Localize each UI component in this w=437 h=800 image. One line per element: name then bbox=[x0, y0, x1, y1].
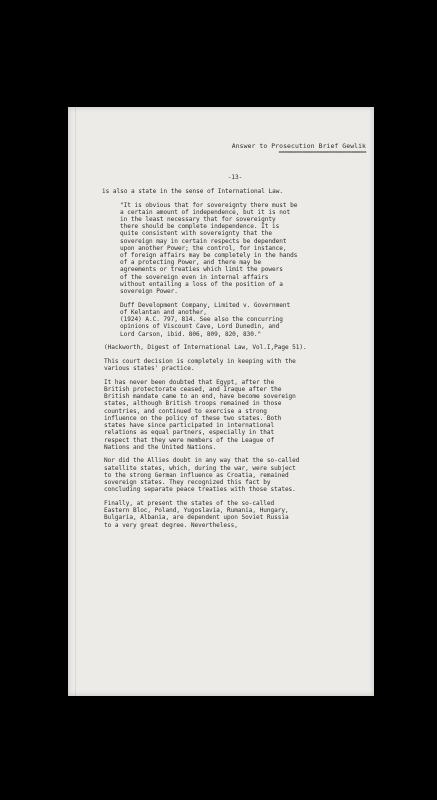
paragraph-egypt-iraq: It has never been doubted that Egypt, after the British protectorate ceased, and Iraque after the British mandate came to an end, have become sovereign states, although British troops remained in those countries, and continued to exercise a strong influence on the policy of these two states. Both states have since participated in international relations as equal partners, especially in that respect that they were members of the League of Nations and the United Nations. bbox=[104, 378, 296, 451]
document-header: Answer to Prosecution Brief Gewlik bbox=[231, 142, 366, 150]
paragraph-court-decision: This court decision is completely in keeping with the various states' practice. bbox=[104, 357, 296, 373]
paragraph-eastern-bloc: Finally, at present the states of the so-called Eastern Bloc, Poland, Yugoslavia, Rumania, Hungary, Bulgaria, Albania, are dependent upon Soviet Russia to a very great degree. Nevertheless, bbox=[104, 499, 289, 529]
paragraph-satellite-states: Nor did the Allies doubt in any way that the so-called satellite states, which, during the war, were subject to the strong German influence as Croatia, remained sovereign states. They recognized this fact by concluding separate peace treaties with those states. bbox=[104, 457, 300, 494]
digest-reference: (Hackworth, Digest of International Law, Vol.I,Page 51). bbox=[104, 344, 307, 352]
case-citation: Duff Development Company, Limited v. Government of Kelantan and another, (1924) A.C. 797, 814. See also the concurring opinions of Viscount Cave, Lord Dunedin, and Lord Carson, ibid. 806, 809, 820, 830." bbox=[120, 301, 291, 338]
page-number: -13- bbox=[227, 174, 243, 182]
header-underline: ============================== bbox=[278, 150, 366, 157]
page-content bbox=[104, 143, 366, 535]
block-quote: "It is obvious that for sovereignty there must be a certain amount of independence, but it is not in the least necessary that for sovereignty there should be complete independence. It is quite consistent with sovereignty that the sovereign may in certain respects be dependent upon another Power; the control, for instance, of foreign affairs may be completely in the hands of a protecting Power, and there may be agreements or treaties which limit the powers of the sovereign even in internal affairs without entailing a loss of the position of a sovereign Power. bbox=[120, 201, 298, 296]
document-page bbox=[68, 107, 374, 696]
lead-sentence: is also a state in the sense of International Law. bbox=[102, 188, 283, 196]
